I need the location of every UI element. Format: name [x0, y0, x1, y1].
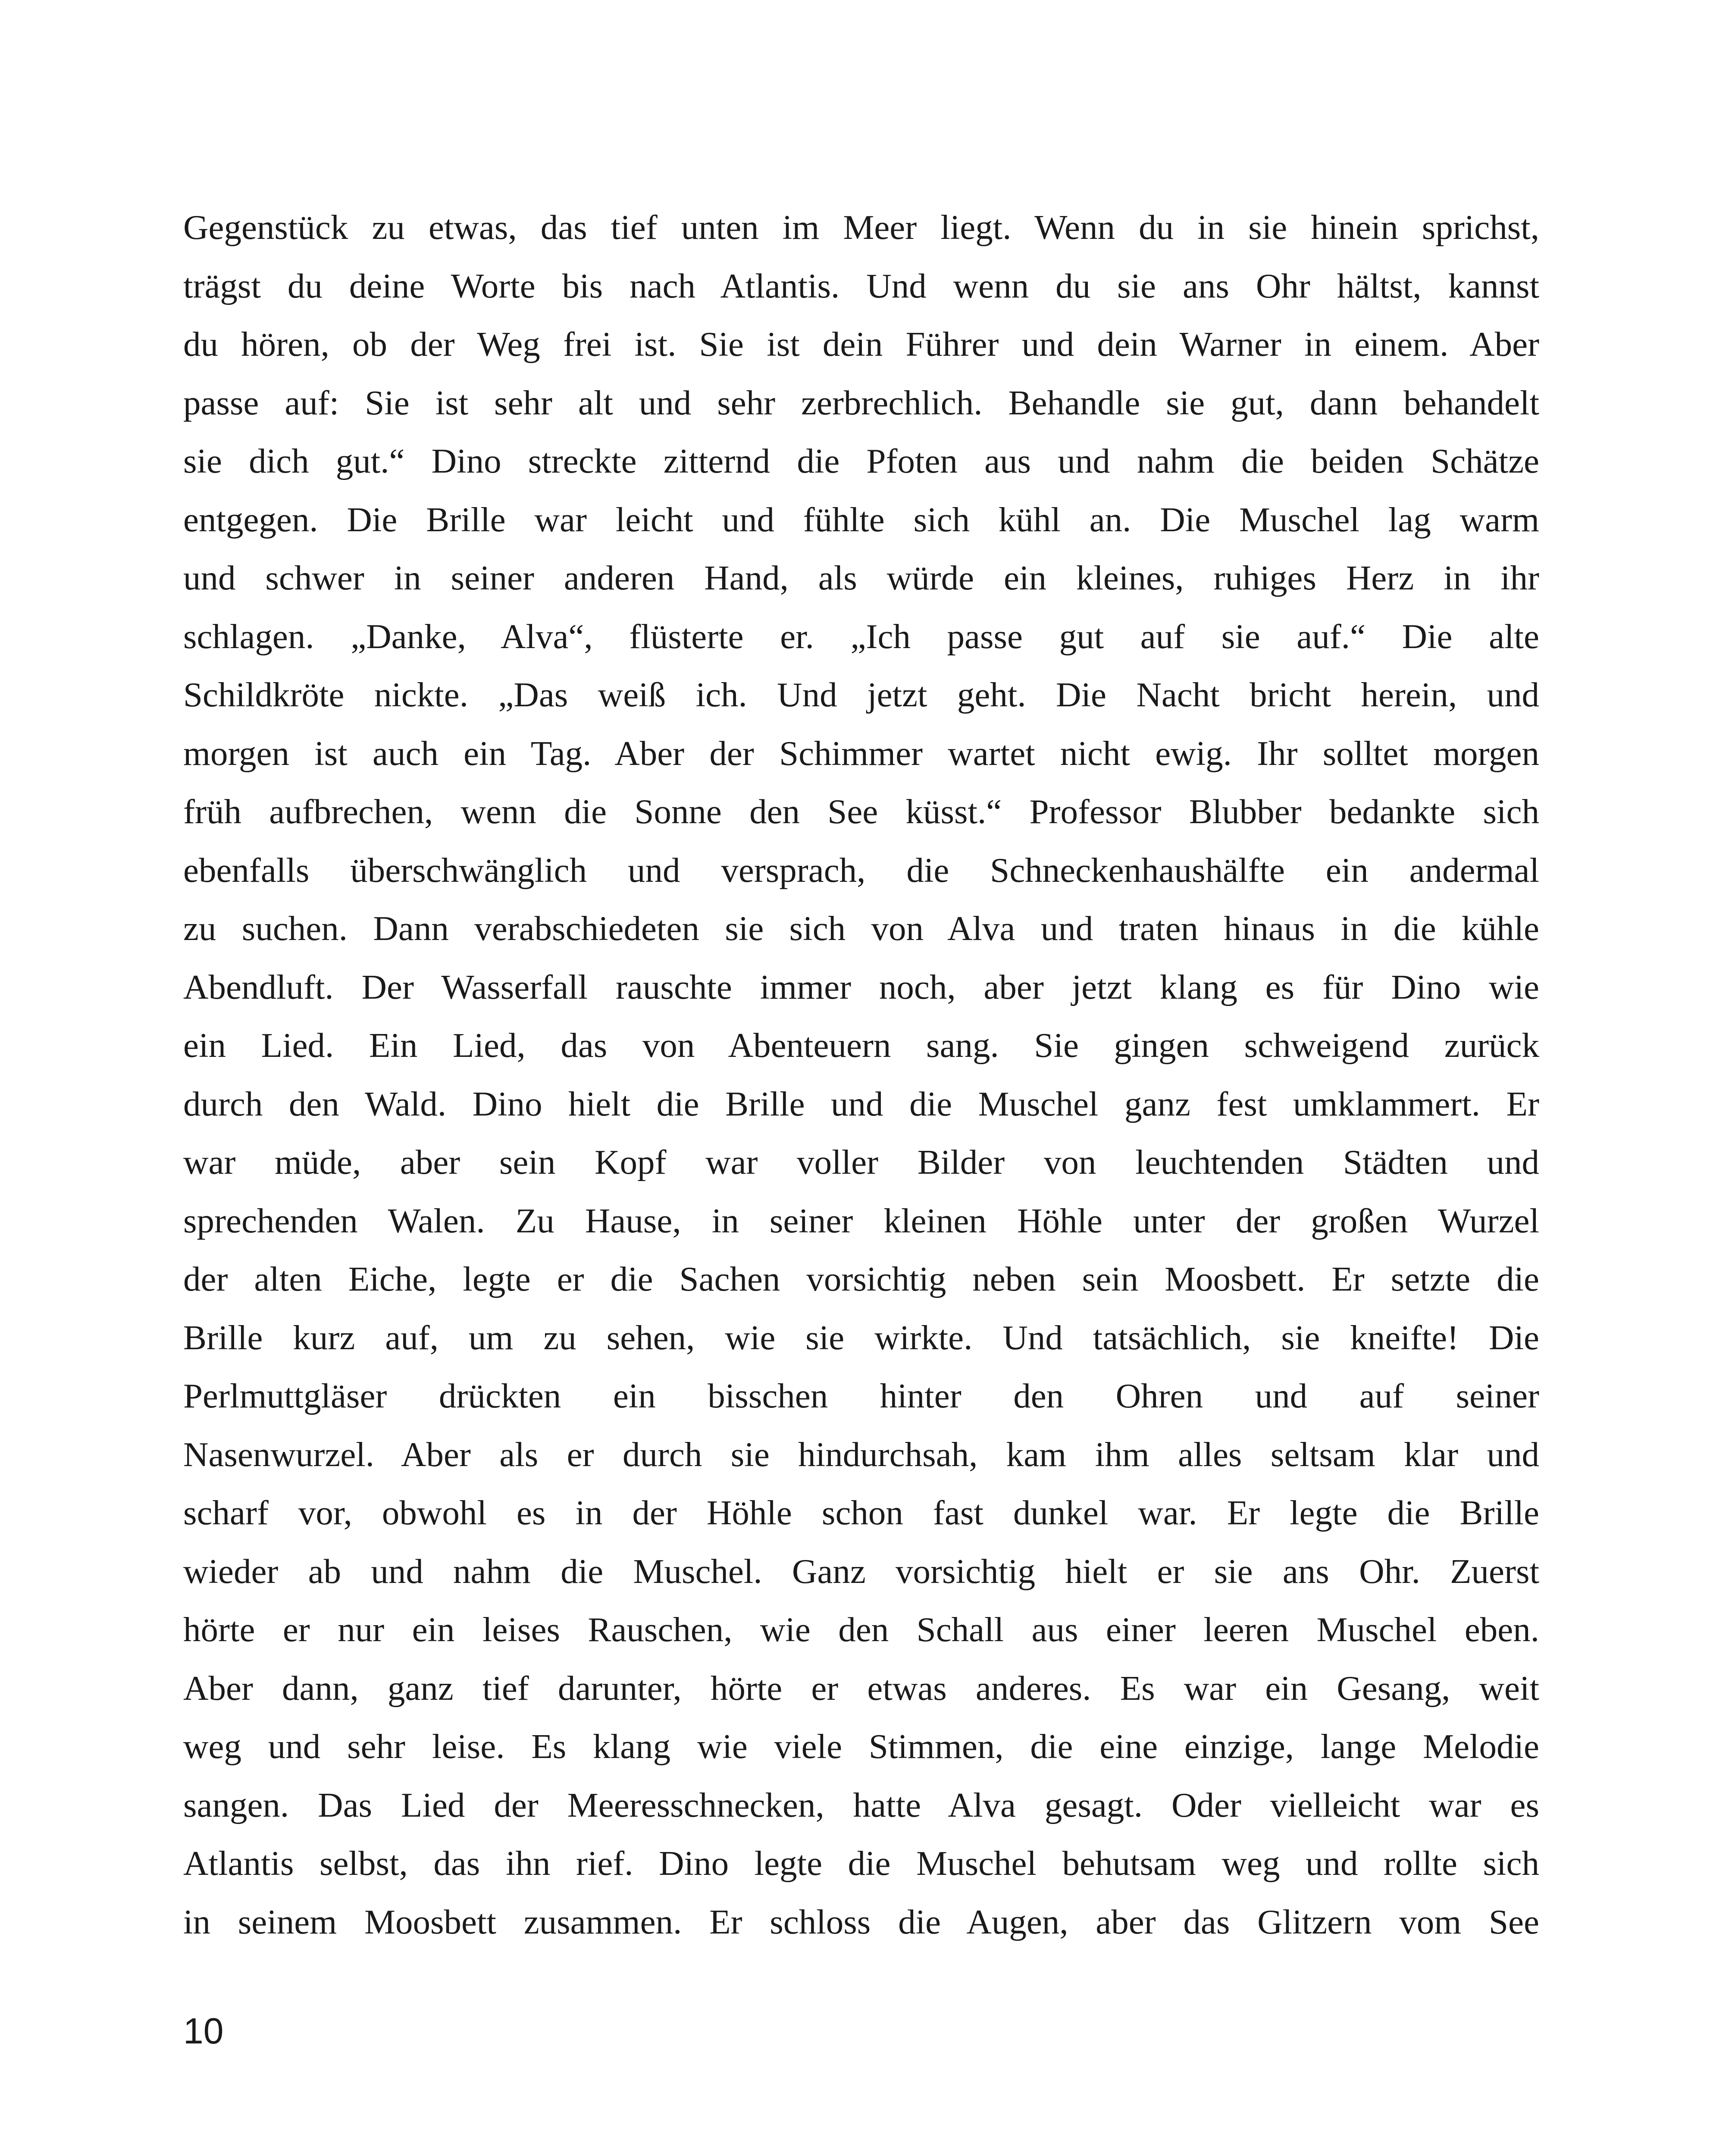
text-line: Gegenstück zu etwas, das tief unten im Meer liegt. Wenn du in sie hinein sprichst, [183, 208, 1539, 247]
text-line: der alten Eiche, legte er die Sachen vorsichtig neben sein Moosbett. Er setzte die [183, 1260, 1539, 1298]
text-line: sie dich gut.“ Dino streckte zitternd die Pfoten aus und nahm die beiden Schätze [183, 442, 1539, 480]
text-line: sangen. Das Lied der Meeresschnecken, hatte Alva gesagt. Oder vielleicht war es [183, 1785, 1539, 1824]
text-line: wieder ab und nahm die Muschel. Ganz vorsichtig hielt er sie ans Ohr. Zuerst [183, 1551, 1539, 1591]
text-line: Abendluft. Der Wasserfall rauschte immer noch, aber jetzt klang es für Dino wie [183, 967, 1539, 1006]
body-text [183, 198, 1539, 1951]
text-line: passe auf: Sie ist sehr alt und sehr zerbrechlich. Behandle sie gut, dann behandelt [183, 383, 1539, 422]
text-line: Atlantis selbst, das ihn rief. Dino legte die Muschel behutsam weg und rollte sich [183, 1844, 1539, 1883]
text-line: Nasenwurzel. Aber als er durch sie hindurchsah, kam ihm alles seltsam klar und [183, 1435, 1539, 1474]
text-line: trägst du deine Worte bis nach Atlantis. Und wenn du sie ans Ohr hältst, kannst [183, 266, 1539, 305]
text-line: Brille kurz auf, um zu sehen, wie sie wirkte. Und tatsächlich, sie kneifte! Die [183, 1318, 1539, 1357]
text-line: Aber dann, ganz tief darunter, hörte er etwas anderes. Es war ein Gesang, weit [183, 1668, 1539, 1708]
text-line: durch den Wald. Dino hielt die Brille und die Muschel ganz fest umklammert. Er [183, 1084, 1539, 1123]
text-line: scharf vor, obwohl es in der Höhle schon fast dunkel war. Er legte die Brille [183, 1493, 1539, 1532]
text-line: morgen ist auch ein Tag. Aber der Schimmer wartet nicht ewig. Ihr solltet morgen [183, 733, 1539, 773]
text-line: Schildkröte nickte. „Das weiß ich. Und jetzt geht. Die Nacht bricht herein, und [183, 675, 1539, 714]
text-line: ebenfalls überschwänglich und versprach, die Schneckenhaushälfte ein andermal [183, 850, 1539, 890]
text-line: entgegen. Die Brille war leicht und fühlte sich kühl an. Die Muschel lag warm [183, 500, 1539, 539]
text-line: früh aufbrechen, wenn die Sonne den See küsst.“ Professor Blubber bedankte sich [183, 792, 1539, 831]
text-line: Perlmuttgläser drückten ein bisschen hinter den Ohren und auf seiner [183, 1376, 1539, 1415]
text-line: sprechenden Walen. Zu Hause, in seiner kleinen Höhle unter der großen Wurzel [183, 1201, 1539, 1240]
text-line: ein Lied. Ein Lied, das von Abenteuern sang. Sie gingen schweigend zurück [183, 1026, 1539, 1065]
text-line: und schwer in seiner anderen Hand, als würde ein kleines, ruhiges Herz in ihr [183, 558, 1539, 597]
text-line: zu suchen. Dann verabschiedeten sie sich von Alva und traten hinaus in die kühle [183, 909, 1539, 948]
text-line: schlagen. „Danke, Alva“, flüsterte er. „Ich passe gut auf sie auf.“ Die alte [183, 617, 1539, 656]
text-line: in seinem Moosbett zusammen. Er schloss die Augen, aber das Glitzern vom See [183, 1902, 1539, 1941]
page-number: 10 [183, 2011, 224, 2051]
text-line: hörte er nur ein leises Rauschen, wie den Schall aus einer leeren Muschel eben. [183, 1610, 1539, 1649]
text-line: war müde, aber sein Kopf war voller Bilder von leuchtenden Städten und [183, 1143, 1539, 1181]
text-line: du hören, ob der Weg frei ist. Sie ist dein Führer und dein Warner in einem. Aber [183, 325, 1539, 364]
text-line: weg und sehr leise. Es klang wie viele Stimmen, die eine einzige, lange Melodie [183, 1727, 1539, 1766]
